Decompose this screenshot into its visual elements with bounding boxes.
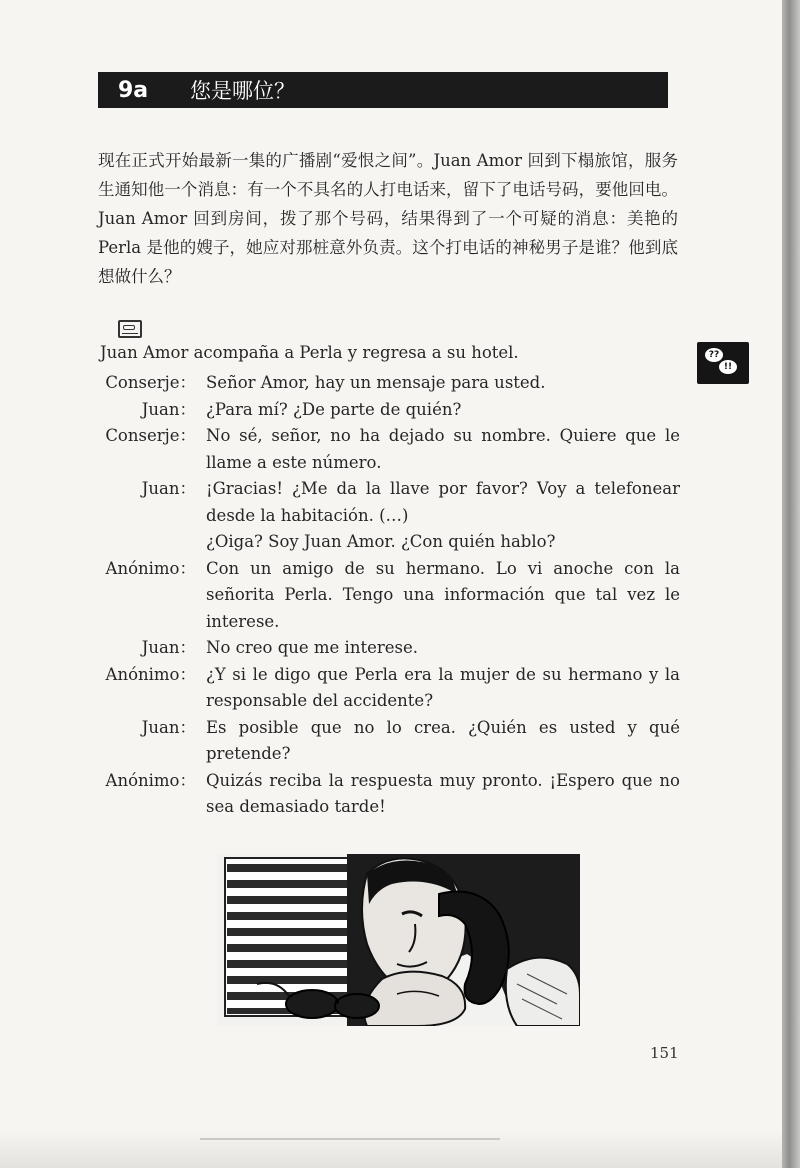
lesson-header-bar <box>98 72 668 108</box>
dialogue-line <box>98 370 688 397</box>
man-on-telephone-illustration <box>217 854 580 1026</box>
dialogue-text: No creo que me interese. <box>206 638 418 657</box>
speaker-label: Conserje： <box>105 426 196 445</box>
speech-bubble-icon: !! <box>719 360 737 374</box>
dialogue-text: No sé, señor, no ha dejado su nombre. Quiere que le llame a este número. <box>206 426 680 472</box>
speaker-label: Anónimo： <box>105 558 196 578</box>
dialogue-text: Quizás reciba la respuesta muy pronto. ¡Espero que no sea demasiado tarde! <box>206 770 680 816</box>
lesson-title: 您是哪位？ <box>190 79 295 103</box>
dialogue-line <box>98 423 688 476</box>
dialogue-line <box>98 476 688 529</box>
speaker-label: Anónimo： <box>105 664 196 684</box>
speaker-label: Conserje： <box>105 373 196 392</box>
window-blinds-drawing <box>225 858 353 1016</box>
dialogue-line <box>98 768 688 821</box>
speech-bubble-icon: ?? <box>705 348 723 362</box>
dialogue-text: Señor Amor, hay un mensaje para usted. <box>206 373 546 392</box>
speaker-label: Juan： <box>141 717 196 737</box>
dialogue-text: ¿Para mí? ¿De parte de quién? <box>206 399 462 419</box>
dialogue-text: ¡Gracias! ¿Me da la llave por favor? Voy a telefonear desde la habitación. (…) <box>206 479 680 525</box>
speaker-label: Anónimo： <box>105 770 196 790</box>
page-number: 151 <box>650 1044 679 1062</box>
speaker-label: Juan： <box>141 638 196 657</box>
chapter-tab-speech-bubbles-icon <box>697 342 749 384</box>
cassette-tape-icon <box>118 320 142 338</box>
dialogue-line <box>98 397 688 424</box>
dialogue-line <box>98 715 688 768</box>
speaker-label: Juan： <box>141 479 196 498</box>
dialogue-text: ¿Oiga? Soy Juan Amor. ¿Con quién hablo? <box>206 532 556 551</box>
book-spine <box>782 0 800 1168</box>
dialogue <box>98 370 688 821</box>
second-figure-drawing <box>506 958 580 1026</box>
speaker-label: Juan： <box>141 399 196 419</box>
dialogue-line <box>98 529 688 556</box>
dialogue-line <box>98 662 688 715</box>
dialogue-line <box>98 556 688 636</box>
page-bottom-shadow <box>0 1130 782 1168</box>
speaker-label <box>98 529 206 556</box>
dialogue-text: Es posible que no lo crea. ¿Quién es usted y qué pretende? <box>206 717 680 763</box>
stage-direction: Juan Amor acompaña a Perla y regresa a su hotel. <box>100 343 519 362</box>
page-bottom-rule <box>200 1138 500 1140</box>
lesson-number: 9a <box>118 77 149 103</box>
dialogue-text: ¿Y si le digo que Perla era la mujer de su hermano y la responsable del accidente? <box>206 664 680 710</box>
dialogue-text: Con un amigo de su hermano. Lo vi anoche con la señorita Perla. Tengo una información que tal vez le interese. <box>206 558 680 631</box>
dialogue-line <box>98 635 688 662</box>
intro-paragraph: 现在正式开始最新一集的广播剧“爱恨之间”。Juan Amor 回到下榻旅馆，服务生通知他一个消息：有一个不具名的人打电话来，留下了电话号码，要他回电。Juan Amor 回到房间，拨了那个号码，结果得到了一个可疑的消息：美艳的 Perla 是他的嫂子，她应对那桩意外负责。这个打电话的神秘男子是谁？他到底想做什么？ <box>98 151 678 286</box>
